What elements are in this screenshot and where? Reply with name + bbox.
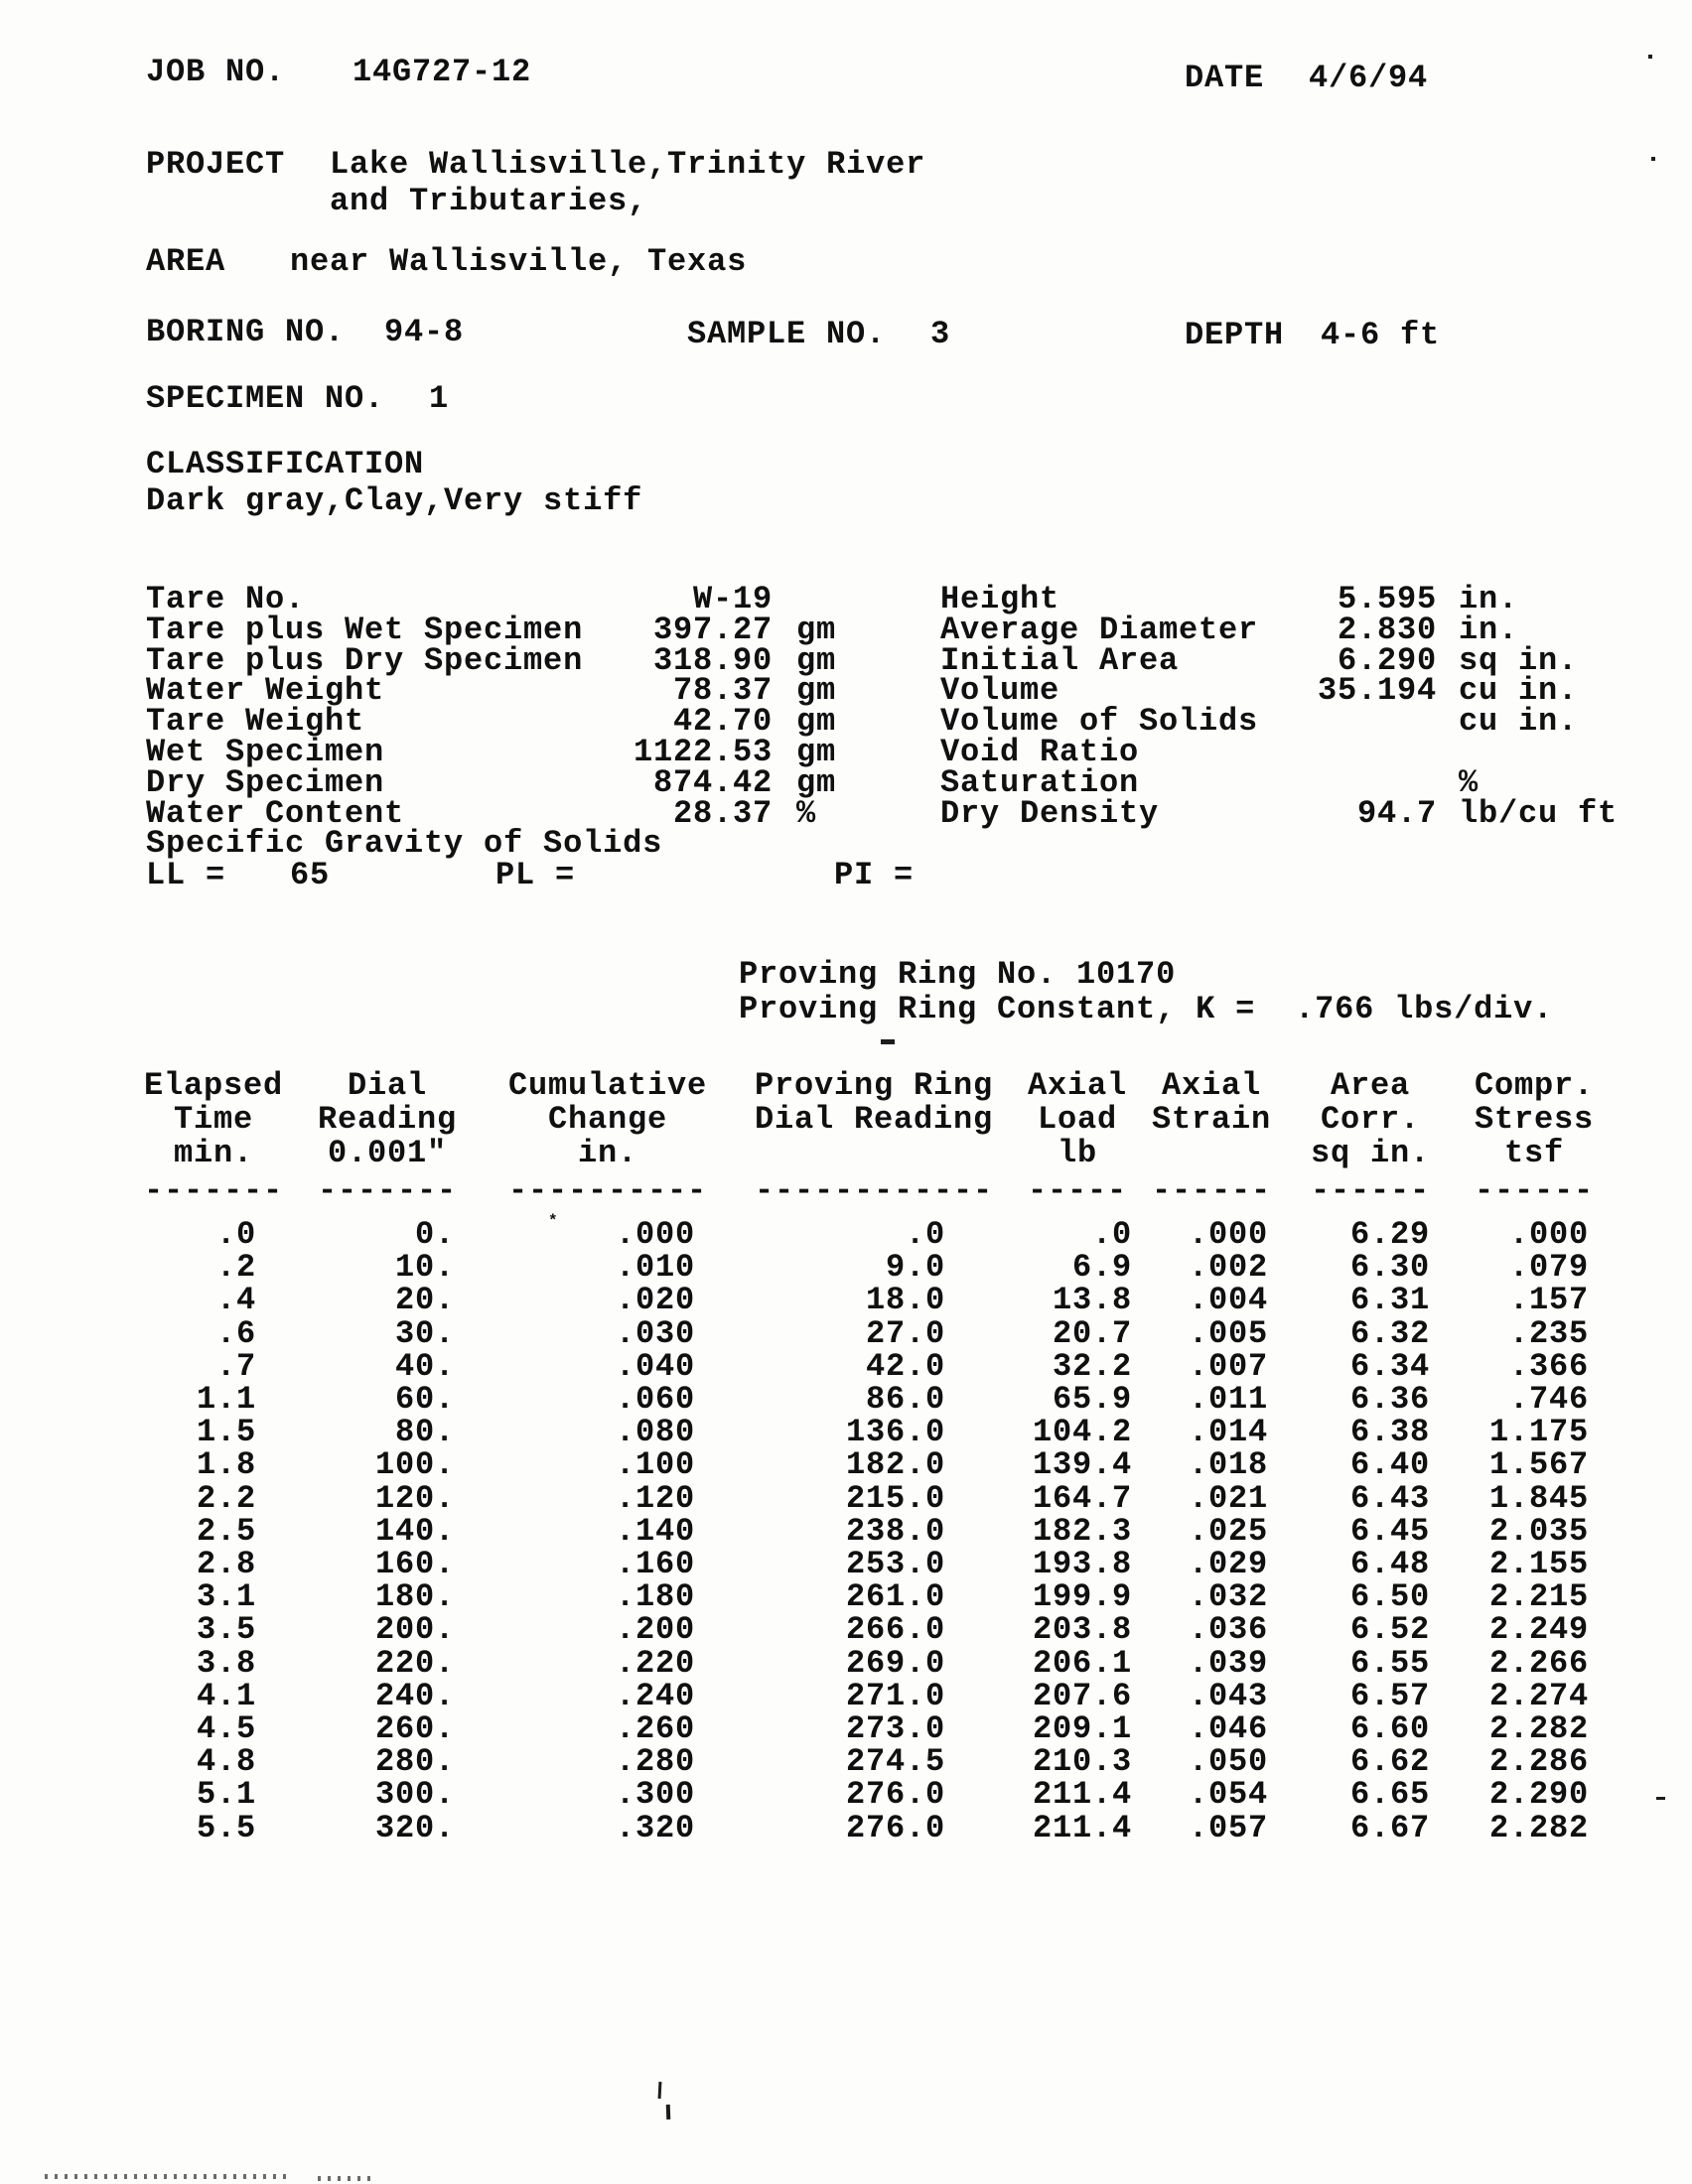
table-cell: .000 <box>615 1216 695 1253</box>
scan-artifact <box>318 2176 377 2181</box>
table-cell: .004 <box>1188 1282 1268 1319</box>
property-label: Saturation <box>940 763 1140 801</box>
property-unit: gm <box>796 703 837 741</box>
table-cell: 266.0 <box>845 1611 945 1649</box>
table-cell: 20.7 <box>1052 1314 1132 1352</box>
table-cell: .7 <box>215 1347 256 1385</box>
table-cell: 2.8 <box>196 1546 256 1582</box>
table-cell: 180. <box>374 1578 455 1616</box>
table-cell: .018 <box>1188 1446 1268 1484</box>
property-label: Dry Specimen <box>146 763 385 801</box>
property-value: 318.90 <box>652 641 773 679</box>
property-label: Water Content <box>146 794 405 832</box>
table-header-cell: Corr. <box>1320 1101 1421 1138</box>
table-cell: 3.8 <box>196 1644 256 1682</box>
table-cell: 60. <box>394 1381 455 1418</box>
classification-label: CLASSIFICATION <box>146 446 425 482</box>
table-cell: 86.0 <box>865 1381 945 1418</box>
property-value: W-19 <box>692 581 773 617</box>
property-unit: % <box>796 794 817 832</box>
table-header-cell: Proving Ring <box>754 1067 994 1104</box>
property-value: 28.37 <box>672 794 773 832</box>
table-header-cell: Axial <box>1027 1067 1128 1104</box>
table-cell: .0 <box>1091 1216 1132 1253</box>
table-cell: .240 <box>615 1677 695 1714</box>
property-label: Tare No. <box>146 581 306 617</box>
table-cell: .010 <box>615 1249 695 1287</box>
table-header-cell: Change <box>547 1101 668 1138</box>
scan-artifact <box>1648 55 1652 59</box>
table-cell: 4.1 <box>196 1677 256 1714</box>
table-cell: 238.0 <box>845 1512 945 1550</box>
property-label: Specific Gravity of Solids <box>146 825 663 863</box>
property-label: Average Diameter <box>940 611 1259 648</box>
property-unit: gm <box>796 672 837 710</box>
table-header-dashes: ------------ <box>754 1172 994 1209</box>
table-cell: 65.9 <box>1052 1381 1132 1418</box>
table-header-cell: in. <box>577 1135 638 1171</box>
property-unit: % <box>1459 763 1480 801</box>
table-cell: 6.45 <box>1349 1512 1430 1550</box>
property-unit: in. <box>1459 611 1519 648</box>
table-cell: .011 <box>1188 1381 1268 1418</box>
atterberg-ll-label: LL = <box>146 857 226 893</box>
table-header-cell: Time <box>173 1101 254 1138</box>
table-cell: 6.32 <box>1349 1314 1430 1352</box>
table-cell: .005 <box>1188 1314 1268 1352</box>
table-header-cell: Reading <box>317 1101 458 1138</box>
table-header-cell: sq in. <box>1310 1135 1431 1171</box>
table-cell: 42.0 <box>865 1347 945 1385</box>
table-cell: 1.8 <box>196 1446 256 1484</box>
table-cell: 209.1 <box>1032 1710 1132 1747</box>
table-cell: 104.2 <box>1032 1414 1132 1451</box>
table-header-dashes: ------ <box>1474 1172 1595 1209</box>
table-cell: 4.8 <box>196 1743 256 1781</box>
table-cell: .140 <box>615 1512 695 1550</box>
table-cell: 6.31 <box>1349 1282 1430 1319</box>
property-label: Wet Specimen <box>146 734 385 770</box>
property-unit: gm <box>796 611 837 648</box>
property-label: Dry Density <box>940 794 1160 832</box>
scan-artifact <box>1656 1797 1665 1800</box>
table-cell: 40. <box>394 1347 455 1385</box>
table-header-cell: 0.001" <box>327 1135 448 1171</box>
specimen-no-value: 1 <box>429 380 450 417</box>
property-label: Water Weight <box>146 672 385 710</box>
table-cell: .235 <box>1508 1314 1589 1352</box>
table-header-cell: lb <box>1057 1135 1098 1171</box>
table-header-cell: Compr. <box>1474 1067 1595 1104</box>
table-header-cell: min. <box>173 1135 254 1171</box>
table-cell: .080 <box>615 1414 695 1451</box>
table-cell: 6.9 <box>1071 1249 1132 1287</box>
table-cell: 182.3 <box>1032 1512 1132 1550</box>
table-cell: .014 <box>1188 1414 1268 1451</box>
table-cell: 215.0 <box>845 1479 945 1517</box>
table-cell: 6.43 <box>1349 1479 1430 1517</box>
table-cell: .025 <box>1188 1512 1268 1550</box>
property-label: Void Ratio <box>940 734 1140 770</box>
proving-ring-line-2: Proving Ring Constant, K = .766 lbs/div. <box>739 991 1554 1027</box>
table-cell: .000 <box>1188 1216 1268 1253</box>
table-cell: 1.175 <box>1488 1414 1589 1451</box>
table-cell: 269.0 <box>845 1644 945 1682</box>
table-cell: .157 <box>1508 1282 1589 1319</box>
table-cell: .030 <box>615 1314 695 1352</box>
table-cell: .039 <box>1188 1644 1268 1682</box>
table-cell: 193.8 <box>1032 1546 1132 1582</box>
table-cell: .032 <box>1188 1578 1268 1616</box>
table-cell: .036 <box>1188 1611 1268 1649</box>
table-cell: 2.249 <box>1488 1611 1589 1649</box>
table-cell: .220 <box>615 1644 695 1682</box>
table-cell: 2.215 <box>1488 1578 1589 1616</box>
table-cell: 320. <box>374 1809 455 1846</box>
table-cell: 6.57 <box>1349 1677 1430 1714</box>
table-cell: 211.4 <box>1032 1809 1132 1846</box>
table-cell: 160. <box>374 1546 455 1582</box>
sample-no-label: SAMPLE NO. <box>687 316 887 352</box>
property-value: 78.37 <box>672 672 773 710</box>
table-cell: 136.0 <box>845 1414 945 1451</box>
table-cell: 300. <box>374 1776 455 1814</box>
table-cell: 253.0 <box>845 1546 945 1582</box>
table-cell: .007 <box>1188 1347 1268 1385</box>
table-cell: 6.36 <box>1349 1381 1430 1418</box>
table-cell: 1.1 <box>196 1381 256 1418</box>
table-cell: .043 <box>1188 1677 1268 1714</box>
table-cell: .002 <box>1188 1249 1268 1287</box>
project-line-1: Lake Wallisville,Trinity River <box>330 146 926 183</box>
table-cell: .054 <box>1188 1776 1268 1814</box>
table-cell: .260 <box>615 1710 695 1747</box>
table-header-cell: Axial <box>1161 1067 1262 1104</box>
depth-label: DEPTH <box>1185 317 1285 353</box>
property-label: Tare Weight <box>146 703 365 741</box>
table-cell: .180 <box>615 1578 695 1616</box>
table-cell: 164.7 <box>1032 1479 1132 1517</box>
table-cell: .100 <box>615 1446 695 1484</box>
table-cell: 6.38 <box>1349 1414 1430 1451</box>
scan-artifact: * <box>548 1212 558 1230</box>
table-cell: 6.67 <box>1349 1809 1430 1846</box>
table-header-cell: Area <box>1330 1067 1411 1104</box>
property-unit: cu in. <box>1459 703 1579 741</box>
property-label: Volume of Solids <box>940 703 1259 741</box>
property-unit: gm <box>796 734 837 770</box>
property-value: 2.830 <box>1337 611 1437 648</box>
table-cell: 13.8 <box>1052 1282 1132 1319</box>
table-header-cell: Cumulative <box>507 1067 708 1104</box>
atterberg-ll-value: 65 <box>290 857 331 893</box>
table-cell: .050 <box>1188 1743 1268 1781</box>
scan-artifact <box>666 2105 671 2119</box>
table-cell: .040 <box>615 1347 695 1385</box>
table-cell: 10. <box>394 1249 455 1287</box>
atterberg-pl-label: PL = <box>495 857 576 893</box>
table-cell: 6.40 <box>1349 1446 1430 1484</box>
property-value: 1122.53 <box>633 734 773 770</box>
scan-artifact <box>45 2174 288 2179</box>
table-cell: .300 <box>615 1776 695 1814</box>
table-cell: .057 <box>1188 1809 1268 1846</box>
property-value: 874.42 <box>652 763 773 801</box>
table-cell: 6.52 <box>1349 1611 1430 1649</box>
table-cell: 6.48 <box>1349 1546 1430 1582</box>
table-cell: 274.5 <box>845 1743 945 1781</box>
table-cell: 30. <box>394 1314 455 1352</box>
property-label: Tare plus Wet Specimen <box>146 611 584 648</box>
table-cell: 2.282 <box>1488 1710 1589 1747</box>
table-cell: .200 <box>615 1611 695 1649</box>
table-header-cell: Elapsed <box>143 1067 284 1104</box>
table-header-dashes: ------ <box>1310 1172 1431 1209</box>
table-cell: 220. <box>374 1644 455 1682</box>
table-cell: 211.4 <box>1032 1776 1132 1814</box>
table-cell: 2.2 <box>196 1479 256 1517</box>
table-cell: 100. <box>374 1446 455 1484</box>
job-no-label: JOB NO. <box>146 54 286 90</box>
table-cell: 80. <box>394 1414 455 1451</box>
table-cell: .029 <box>1188 1546 1268 1582</box>
table-cell: .6 <box>215 1314 256 1352</box>
table-cell: 3.1 <box>196 1578 256 1616</box>
table-header-cell: Dial <box>347 1067 428 1104</box>
sample-no-value: 3 <box>930 316 951 352</box>
table-cell: 2.274 <box>1488 1677 1589 1714</box>
scan-artifact <box>1651 157 1655 161</box>
property-label: Volume <box>940 672 1060 710</box>
table-cell: 1.5 <box>196 1414 256 1451</box>
scan-artifact <box>881 1039 895 1044</box>
table-cell: 6.65 <box>1349 1776 1430 1814</box>
proving-ring-line-1: Proving Ring No. 10170 <box>739 956 1177 993</box>
table-cell: 2.035 <box>1488 1512 1589 1550</box>
table-cell: .160 <box>615 1546 695 1582</box>
table-cell: 240. <box>374 1677 455 1714</box>
table-cell: .020 <box>615 1282 695 1319</box>
table-cell: .4 <box>215 1282 256 1319</box>
table-cell: 9.0 <box>885 1249 945 1287</box>
table-cell: .021 <box>1188 1479 1268 1517</box>
table-cell: 271.0 <box>845 1677 945 1714</box>
table-cell: 2.286 <box>1488 1743 1589 1781</box>
table-cell: 4.5 <box>196 1710 256 1747</box>
property-label: Tare plus Dry Specimen <box>146 641 584 679</box>
table-header-cell: Stress <box>1474 1101 1595 1138</box>
table-cell: 2.5 <box>196 1512 256 1550</box>
table-cell: 3.5 <box>196 1611 256 1649</box>
property-unit: cu in. <box>1459 672 1579 710</box>
table-cell: 6.29 <box>1349 1216 1430 1253</box>
table-cell: 207.6 <box>1032 1677 1132 1714</box>
boring-no-value: 94-8 <box>384 314 465 350</box>
table-cell: 120. <box>374 1479 455 1517</box>
table-cell: .320 <box>615 1809 695 1846</box>
table-cell: .366 <box>1508 1347 1589 1385</box>
table-cell: 182.0 <box>845 1446 945 1484</box>
table-cell: 260. <box>374 1710 455 1747</box>
table-cell: 5.5 <box>196 1809 256 1846</box>
table-cell: 200. <box>374 1611 455 1649</box>
table-cell: 1.845 <box>1488 1479 1589 1517</box>
table-cell: 6.34 <box>1349 1347 1430 1385</box>
table-cell: 273.0 <box>845 1710 945 1747</box>
table-header-dashes: ---------- <box>507 1172 708 1209</box>
table-header-cell: Dial Reading <box>754 1101 994 1138</box>
property-value: 5.595 <box>1337 581 1437 617</box>
property-label: Height <box>940 581 1060 617</box>
table-cell: 140. <box>374 1512 455 1550</box>
table-cell: .0 <box>905 1216 945 1253</box>
table-cell: 6.62 <box>1349 1743 1430 1781</box>
table-cell: 276.0 <box>845 1776 945 1814</box>
scan-artifact <box>658 2082 662 2099</box>
table-cell: 206.1 <box>1032 1644 1132 1682</box>
table-header-dashes: ------- <box>317 1172 458 1209</box>
table-header-dashes: ----- <box>1027 1172 1128 1209</box>
table-cell: 6.60 <box>1349 1710 1430 1747</box>
table-cell: .746 <box>1508 1381 1589 1418</box>
table-cell: 276.0 <box>845 1809 945 1846</box>
table-cell: 199.9 <box>1032 1578 1132 1616</box>
property-unit: lb/cu ft <box>1459 794 1619 832</box>
table-header-dashes: ------ <box>1151 1172 1272 1209</box>
table-cell: .0 <box>215 1216 256 1253</box>
table-cell: 5.1 <box>196 1776 256 1814</box>
property-value: 397.27 <box>652 611 773 648</box>
property-label: Initial Area <box>940 641 1180 679</box>
table-cell: 280. <box>374 1743 455 1781</box>
property-value: 35.194 <box>1317 672 1437 710</box>
table-cell: 261.0 <box>845 1578 945 1616</box>
table-header-cell: Load <box>1037 1101 1118 1138</box>
area-value: near Wallisville, Texas <box>290 243 748 280</box>
date-label: DATE <box>1185 60 1265 96</box>
property-value: 42.70 <box>672 703 773 741</box>
table-cell: 6.50 <box>1349 1578 1430 1616</box>
property-value: 94.7 <box>1356 794 1437 832</box>
table-header-dashes: ------- <box>143 1172 284 1209</box>
table-cell: 0. <box>414 1216 455 1253</box>
table-cell: .120 <box>615 1479 695 1517</box>
table-cell: 20. <box>394 1282 455 1319</box>
classification-value: Dark gray,Clay,Very stiff <box>146 482 643 519</box>
job-no-value: 14G727-12 <box>352 54 532 90</box>
depth-value: 4-6 ft <box>1321 317 1441 353</box>
table-cell: 18.0 <box>865 1282 945 1319</box>
atterberg-pi-label: PI = <box>834 857 915 893</box>
table-header-cell: tsf <box>1503 1135 1565 1171</box>
boring-no-label: BORING NO. <box>146 314 346 350</box>
table-header-cell: Strain <box>1151 1101 1272 1138</box>
project-label: PROJECT <box>146 146 286 183</box>
area-label: AREA <box>146 243 226 280</box>
table-cell: 6.30 <box>1349 1249 1430 1287</box>
table-cell: 2.266 <box>1488 1644 1589 1682</box>
table-cell: 2.290 <box>1488 1776 1589 1814</box>
table-cell: 203.8 <box>1032 1611 1132 1649</box>
table-cell: .280 <box>615 1743 695 1781</box>
property-unit: gm <box>796 641 837 679</box>
table-cell: 27.0 <box>865 1314 945 1352</box>
table-cell: 139.4 <box>1032 1446 1132 1484</box>
table-cell: .060 <box>615 1381 695 1418</box>
table-cell: .079 <box>1508 1249 1589 1287</box>
table-cell: 2.155 <box>1488 1546 1589 1582</box>
property-unit: sq in. <box>1459 641 1579 679</box>
property-value: 6.290 <box>1337 641 1437 679</box>
table-cell: 1.567 <box>1488 1446 1589 1484</box>
table-cell: 2.282 <box>1488 1809 1589 1846</box>
table-cell: 32.2 <box>1052 1347 1132 1385</box>
property-unit: gm <box>796 763 837 801</box>
table-cell: .2 <box>215 1249 256 1287</box>
date-value: 4/6/94 <box>1309 60 1429 96</box>
project-line-2: and Tributaries, <box>330 183 648 219</box>
property-unit: in. <box>1459 581 1519 617</box>
table-cell: .000 <box>1508 1216 1589 1253</box>
specimen-no-label: SPECIMEN NO. <box>146 380 385 417</box>
table-cell: 210.3 <box>1032 1743 1132 1781</box>
table-cell: .046 <box>1188 1710 1268 1747</box>
table-cell: 6.55 <box>1349 1644 1430 1682</box>
